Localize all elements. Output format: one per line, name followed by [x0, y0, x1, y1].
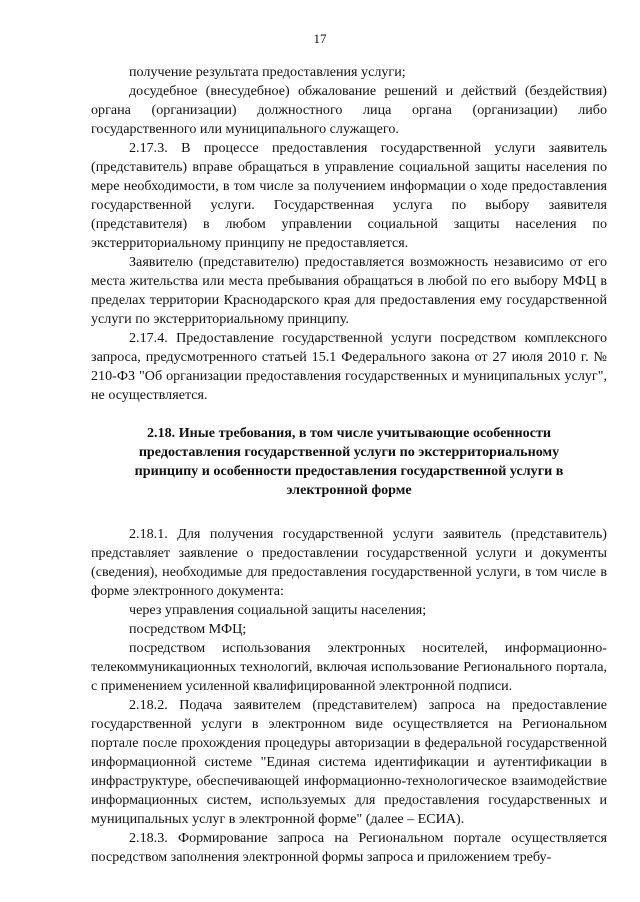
paragraph: Заявителю (представителю) предоставляется возможность независимо от его места жительства или места пребывания обращаться в любой по его выбору МФЦ в пределах территории Краснодарского края для предоставления ему государственной услуги по экстерриториальному принципу.: [91, 254, 607, 327]
paragraph: 2.18.2. Подача заявителем (представителем) запроса на предоставление государственной услуги в электронном виде осуществляется на Региональном портале после прохождения процедуры авторизации в федеральной государственной информационной системе "Единая система идентификации и аутентификации в инфраструктуре, обеспечивающей информационно-технологическое взаимодействие информационных систем, используемых для предоставления государственных и муниципальных услуг в электронной форме" (далее – ЕСИА).: [91, 697, 607, 827]
paragraph: 2.17.4. Предоставление государственной услуги посредством комплексного запроса, предусмотренного статьей 15.1 Федерального закона от 27 июля 2010 г. № 210-ФЗ "Об организации предоставления государственных и муниципальных услуг", не осуществляется.: [91, 330, 607, 403]
paragraph: досудебное (внесудебное) обжалование решений и действий (бездействия) органа (организации) должностного лица органа (организации) либо государственного или муниципального служащего.: [91, 83, 607, 137]
list-item: через управления социальной защиты населения;: [129, 602, 427, 618]
paragraph: 2.17.3. В процессе предоставления государственной услуги заявитель (представитель) вправе обращаться в управление социальной защиты населения по мере необходимости, в том числе за получением информации о ходе предоставления государственной услуги. Государственная услуга по выбору заявителя (представителя) в любом управлении социальной защиты населения по экстерриториальному принципу не предоставляется.: [91, 140, 607, 251]
list-item: посредством использования электронных носителей, информационно-телекоммуникационных технологий, включая использование Регионального портала, с применением усиленной квалифицированной электронной подписи.: [91, 640, 607, 694]
paragraph: 2.18.3. Формирование запроса на Региональном портале осуществляется посредством заполнения электронной формы запроса и приложением требу-: [91, 830, 607, 865]
paragraph: 2.18.1. Для получения государственной услуги заявитель (представитель) представляет заявление о предоставлении государственной услуги и документы (сведения), необходимые для предоставления государственной услуги, в том числе в форме электронного документа:: [91, 526, 607, 599]
section-heading: 2.18. Иные требования, в том числе учитывающие особенности предоставления государственной услуги по экстерриториальному принципу и особенности предоставления государственной услуги в электронной форме: [134, 425, 564, 498]
document-body: [91, 63, 607, 867]
list-item: посредством МФЦ;: [129, 621, 247, 637]
paragraph: получение результата предоставления услуги;: [129, 64, 406, 80]
page-number: 17: [313, 31, 327, 46]
